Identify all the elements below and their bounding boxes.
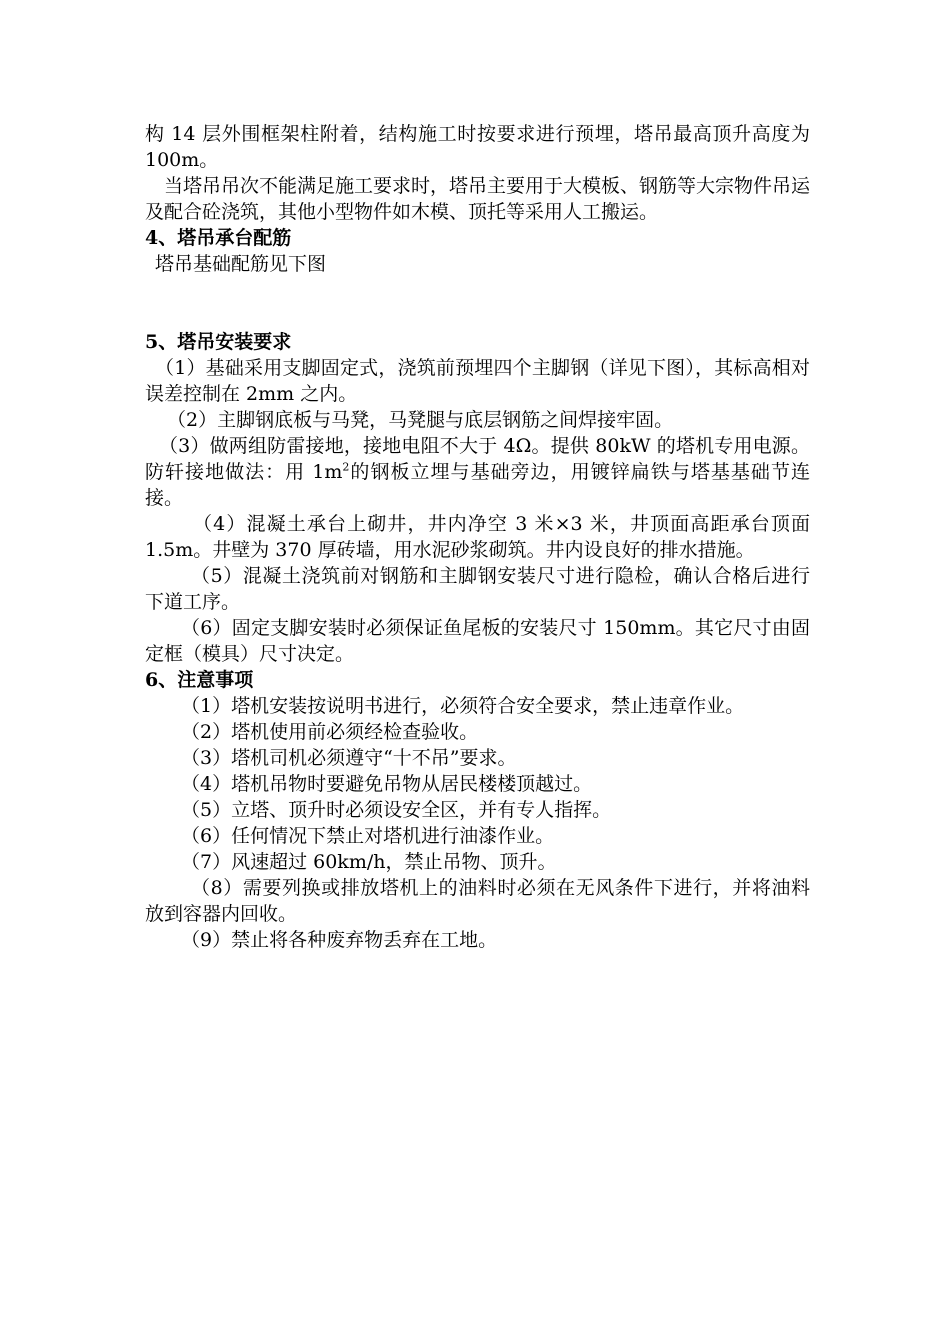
section-6-item-2: （2）塔机使用前必须经检查验收。 bbox=[181, 721, 479, 743]
section-5-item-3-text-a: （3）做两组防雷接地，接地电阻不大于 4Ω。提供 80kW 的塔机专用电源。防轩接地做法：用 1m bbox=[145, 435, 810, 483]
section-6-item-4: （4）塔机吊物时要避免吊物从居民楼楼顶越过。 bbox=[181, 773, 593, 795]
document-body bbox=[145, 121, 810, 953]
section-5-item-4: （4）混凝土承台上砌井，井内净空 3 米×3 米，井顶面高距承台顶面 1.5m。井壁为 370 厚砖墙，用水泥砂浆砌筑。井内设良好的排水措施。 bbox=[145, 513, 810, 561]
section-6-item-9: （9）禁止将各种废弃物丢弃在工地。 bbox=[181, 929, 498, 951]
section-4-heading: 4、塔吊承台配筋 bbox=[145, 227, 292, 249]
section-6-item-5: （5）立塔、顶升时必须设安全区，并有专人指挥。 bbox=[181, 799, 612, 821]
section-6-heading: 6、注意事项 bbox=[145, 669, 254, 691]
intro-paragraph-2: 当塔吊吊次不能满足施工要求时，塔吊主要用于大模板、钢筋等大宗物件吊运及配合砼浇筑，其他小型物件如木模、顶托等采用人工搬运。 bbox=[145, 175, 811, 223]
section-6-item-1: （1）塔机安装按说明书进行，必须符合安全要求，禁止违章作业。 bbox=[181, 695, 745, 717]
section-5-heading: 5、塔吊安装要求 bbox=[145, 331, 292, 353]
section-6-item-3: （3）塔机司机必须遵守“十不吊”要求。 bbox=[181, 747, 517, 769]
section-5-item-5: （5）混凝土浇筑前对钢筋和主脚钢安装尺寸进行隐检，确认合格后进行下道工序。 bbox=[145, 565, 810, 613]
figure-placeholder-gap bbox=[145, 277, 810, 329]
intro-paragraph-1: 构 14 层外围框架柱附着，结构施工时按要求进行预埋，塔吊最高顶升高度为 100m。 bbox=[145, 123, 810, 171]
section-5-item-3-superscript: 2 bbox=[342, 460, 350, 474]
section-4-text: 塔吊基础配筋见下图 bbox=[155, 253, 327, 275]
section-5-item-1: （1）基础采用支脚固定式，浇筑前预埋四个主脚钢（详见下图），其标高相对误差控制在 2mm 之内。 bbox=[145, 357, 810, 405]
section-5-item-3 bbox=[145, 433, 810, 511]
section-6-item-6: （6）任何情况下禁止对塔机进行油漆作业。 bbox=[181, 825, 555, 847]
section-5-item-6: （6）固定支脚安装时必须保证鱼尾板的安装尺寸 150mm。其它尺寸由固定框（模具）尺寸决定。 bbox=[145, 617, 810, 665]
section-5-item-3-text-b: 的钢板立埋与基础旁边，用镀锌扁铁与塔基基础节连接。 bbox=[145, 461, 810, 509]
section-6-item-7: （7）风速超过 60km/h，禁止吊物、顶升。 bbox=[181, 851, 557, 873]
section-5-item-2: （2）主脚钢底板与马凳，马凳腿与底层钢筋之间焊接牢固。 bbox=[167, 409, 674, 431]
section-6-item-8: （8）需要列换或排放塔机上的油料时必须在无风条件下进行，并将油料放到容器内回收。 bbox=[145, 877, 810, 925]
